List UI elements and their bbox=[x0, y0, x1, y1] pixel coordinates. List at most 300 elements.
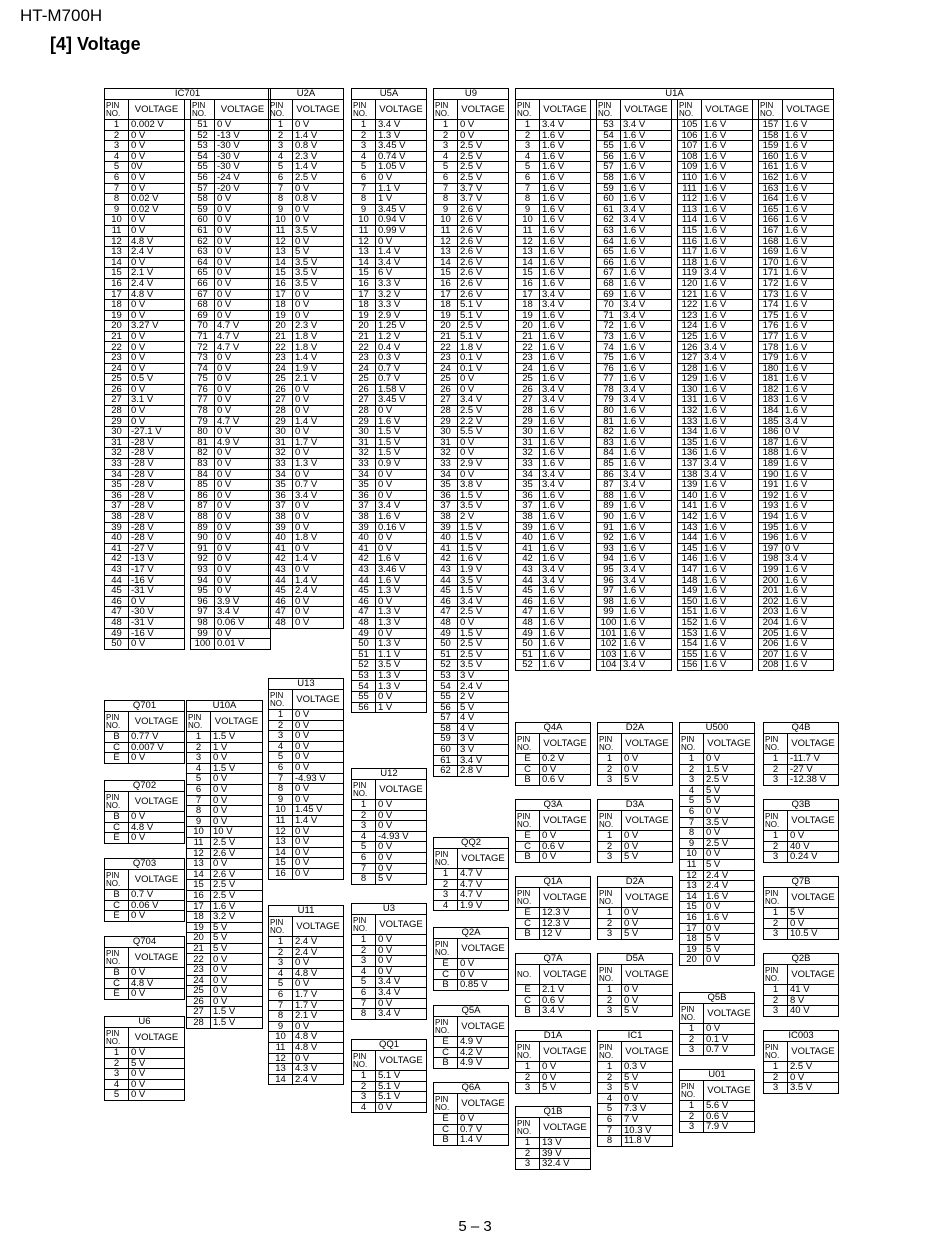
pin-number: 1 bbox=[598, 754, 622, 765]
pin-number: 8 bbox=[269, 1011, 293, 1022]
table-row bbox=[352, 670, 427, 681]
voltage-value: 0 V bbox=[293, 607, 344, 618]
table-row bbox=[105, 522, 271, 533]
voltage-value: 5.5 V bbox=[458, 427, 509, 438]
voltage-value: 0.6 V bbox=[704, 1111, 755, 1122]
pin-no-header: PIN NO. bbox=[434, 1094, 458, 1114]
pin-number: 11 bbox=[269, 815, 293, 826]
table-row bbox=[105, 172, 271, 183]
voltage-header: VOLTAGE bbox=[788, 1042, 839, 1062]
voltage-value: 1.5 V bbox=[458, 533, 509, 544]
pin-number: 3 bbox=[352, 1092, 376, 1103]
table-row bbox=[105, 533, 271, 544]
table-row bbox=[269, 543, 344, 554]
voltage-value: 1.6 V bbox=[621, 353, 672, 364]
voltage-value: 3.27 V bbox=[129, 321, 185, 332]
voltage-value: 1.6 V bbox=[783, 342, 834, 353]
voltage-header: VOLTAGE bbox=[540, 734, 591, 754]
table-row bbox=[352, 268, 427, 279]
voltage-value: 1.6 V bbox=[702, 363, 753, 374]
table-row bbox=[187, 806, 263, 817]
voltage-value: 0 V bbox=[215, 353, 271, 364]
voltage-value: 1.6 V bbox=[621, 501, 672, 512]
voltage-value: 2.6 V bbox=[458, 236, 509, 247]
table-row bbox=[434, 247, 509, 258]
voltage-value: 1.3 V bbox=[376, 617, 427, 628]
pin-number: B bbox=[434, 1135, 458, 1146]
voltage-value: 0 V bbox=[458, 130, 509, 141]
pin-number: 4 bbox=[516, 151, 540, 162]
voltage-value: 0.6 V bbox=[540, 841, 591, 852]
voltage-value: 1.4 V bbox=[293, 815, 344, 826]
pin-no-header: PIN NO. bbox=[105, 1028, 129, 1048]
voltage-value: 41 V bbox=[788, 985, 839, 996]
voltage-value: 1.6 V bbox=[702, 321, 753, 332]
voltage-value: 2.5 V bbox=[458, 162, 509, 173]
pin-number: 169 bbox=[759, 247, 783, 258]
voltage-value: 1.6 V bbox=[702, 183, 753, 194]
pin-number: 6 bbox=[269, 762, 293, 773]
table-row bbox=[516, 120, 834, 131]
pin-number: 2 bbox=[269, 947, 293, 958]
pin-number: 69 bbox=[597, 289, 621, 300]
table-row bbox=[434, 533, 509, 544]
pin-number: 30 bbox=[516, 427, 540, 438]
voltage-value: 0 V bbox=[293, 204, 344, 215]
pin-no-header: PIN NO. bbox=[434, 1017, 458, 1037]
voltage-value: 0 V bbox=[376, 935, 427, 946]
pin-number: 178 bbox=[759, 342, 783, 353]
voltage-value: 1.6 V bbox=[783, 469, 834, 480]
pin-number: 4 bbox=[680, 785, 704, 796]
voltage-value: 1.6 V bbox=[783, 257, 834, 268]
pin-number: 33 bbox=[352, 459, 376, 470]
pin-number: 3 bbox=[516, 1159, 540, 1170]
table-row bbox=[269, 310, 344, 321]
table-row bbox=[516, 1159, 591, 1170]
pin-number: 172 bbox=[759, 278, 783, 289]
pin-number: 3 bbox=[269, 731, 293, 742]
pin-number: 5 bbox=[352, 162, 376, 173]
table-row bbox=[516, 764, 591, 775]
voltage-value: 0.94 V bbox=[376, 215, 427, 226]
voltage-value: 0 V bbox=[293, 979, 344, 990]
pin-number: 199 bbox=[759, 564, 783, 575]
pin-number: 52 bbox=[516, 660, 540, 671]
pin-number: 68 bbox=[191, 300, 215, 311]
pin-number: 22 bbox=[105, 342, 129, 353]
voltage-table-q702 bbox=[104, 780, 185, 844]
voltage-value: 0 V bbox=[215, 459, 271, 470]
table-row bbox=[105, 406, 271, 417]
voltage-value: 1.8 V bbox=[458, 342, 509, 353]
pin-number: 18 bbox=[516, 300, 540, 311]
table-caption: Q704 bbox=[105, 937, 185, 948]
pin-number: 147 bbox=[678, 564, 702, 575]
table-caption: Q4A bbox=[516, 723, 591, 734]
voltage-value: 0 V bbox=[376, 1102, 427, 1113]
table-row bbox=[187, 816, 263, 827]
table-row bbox=[352, 278, 427, 289]
table-row bbox=[105, 822, 185, 833]
table-caption: U12 bbox=[352, 769, 427, 780]
pin-no-header: PIN NO. bbox=[105, 948, 129, 968]
pin-number: 10 bbox=[269, 1032, 293, 1043]
voltage-value: 3.4 V bbox=[621, 300, 672, 311]
voltage-value: 1.6 V bbox=[702, 607, 753, 618]
table-caption: IC1 bbox=[598, 1031, 673, 1042]
voltage-value: 0 V bbox=[215, 120, 271, 131]
voltage-value: 0.74 V bbox=[376, 151, 427, 162]
voltage-value: 1.4 V bbox=[293, 554, 344, 565]
table-row bbox=[764, 929, 839, 940]
pin-number: 185 bbox=[759, 416, 783, 427]
table-row bbox=[352, 437, 427, 448]
table-row bbox=[352, 321, 427, 332]
table-row bbox=[187, 943, 263, 954]
voltage-value: 0 V bbox=[293, 522, 344, 533]
pin-number: 9 bbox=[269, 794, 293, 805]
pin-number: 4 bbox=[269, 968, 293, 979]
table-row bbox=[105, 236, 271, 247]
voltage-value: 1.6 V bbox=[540, 628, 591, 639]
table-row bbox=[352, 310, 427, 321]
table-row bbox=[105, 204, 271, 215]
voltage-value: 1.6 V bbox=[621, 628, 672, 639]
pin-number: 30 bbox=[105, 427, 129, 438]
pin-number: 50 bbox=[434, 639, 458, 650]
pin-number: 196 bbox=[759, 533, 783, 544]
voltage-value: 0 V bbox=[215, 225, 271, 236]
table-row bbox=[516, 628, 834, 639]
pin-number: 108 bbox=[678, 151, 702, 162]
pin-number: 7 bbox=[680, 817, 704, 828]
voltage-value: 0 V bbox=[211, 996, 263, 1007]
pin-number: 17 bbox=[516, 289, 540, 300]
pin-number: 2 bbox=[764, 1072, 788, 1083]
voltage-table-d1a bbox=[515, 1030, 591, 1094]
voltage-value: 1.6 V bbox=[540, 215, 591, 226]
table-row bbox=[269, 617, 344, 628]
table-row bbox=[680, 870, 755, 881]
voltage-value: 0 V bbox=[215, 395, 271, 406]
table-row bbox=[516, 427, 834, 438]
voltage-value: 3.4 V bbox=[376, 120, 427, 131]
table-row bbox=[352, 692, 427, 703]
table-row bbox=[269, 1032, 344, 1043]
pin-number: 31 bbox=[105, 437, 129, 448]
table-row bbox=[269, 406, 344, 417]
voltage-value: 1.6 V bbox=[621, 554, 672, 565]
pin-number: 54 bbox=[352, 681, 376, 692]
table-caption: Q702 bbox=[105, 781, 185, 792]
table-row bbox=[680, 828, 755, 839]
pin-number: 16 bbox=[434, 278, 458, 289]
pin-number: 119 bbox=[678, 268, 702, 279]
pin-number: 13 bbox=[680, 881, 704, 892]
pin-number: 51 bbox=[516, 649, 540, 660]
pin-number: C bbox=[516, 764, 540, 775]
pin-number: 12 bbox=[516, 236, 540, 247]
voltage-value: 0 V bbox=[215, 543, 271, 554]
pin-number: 45 bbox=[352, 586, 376, 597]
table-row bbox=[269, 1042, 344, 1053]
table-row bbox=[187, 753, 263, 764]
table-row bbox=[434, 406, 509, 417]
table-row bbox=[764, 775, 839, 786]
voltage-value: 1.6 V bbox=[783, 172, 834, 183]
pin-number: 142 bbox=[678, 511, 702, 522]
pin-number: 26 bbox=[516, 384, 540, 395]
pin-number: 146 bbox=[678, 554, 702, 565]
table-row bbox=[269, 989, 344, 1000]
pin-number: 6 bbox=[269, 172, 293, 183]
pin-number: 29 bbox=[269, 416, 293, 427]
table-row bbox=[598, 754, 673, 765]
voltage-value: 1.5 V bbox=[211, 763, 263, 774]
voltage-value: 0 V bbox=[293, 794, 344, 805]
pin-number: 200 bbox=[759, 575, 783, 586]
table-caption: U3 bbox=[352, 904, 427, 915]
pin-number: 6 bbox=[352, 172, 376, 183]
pin-number: 64 bbox=[191, 257, 215, 268]
pin-number: 91 bbox=[597, 522, 621, 533]
pin-number: 58 bbox=[434, 723, 458, 734]
voltage-value: -28 V bbox=[129, 459, 185, 470]
table-row bbox=[516, 225, 834, 236]
voltage-value: 1.6 V bbox=[540, 501, 591, 512]
voltage-value: 1.5 V bbox=[458, 522, 509, 533]
voltage-value: 1.6 V bbox=[783, 617, 834, 628]
voltage-value: 0 V bbox=[129, 639, 185, 650]
voltage-value: 1 V bbox=[376, 194, 427, 205]
table-row bbox=[598, 831, 673, 842]
pin-number: 170 bbox=[759, 257, 783, 268]
pin-number: 159 bbox=[759, 141, 783, 152]
pin-number: 94 bbox=[191, 575, 215, 586]
voltage-value: 0 V bbox=[129, 257, 185, 268]
voltage-value: 1.6 V bbox=[621, 183, 672, 194]
pin-number: 47 bbox=[516, 607, 540, 618]
pin-number: 47 bbox=[434, 607, 458, 618]
pin-number: 1 bbox=[598, 1062, 622, 1073]
table-row bbox=[516, 1148, 591, 1159]
table-row bbox=[434, 564, 509, 575]
table-row bbox=[516, 247, 834, 258]
table-row bbox=[434, 300, 509, 311]
pin-number: 2 bbox=[598, 764, 622, 775]
voltage-value: 1.5 V bbox=[704, 764, 755, 775]
pin-number: 3 bbox=[352, 956, 376, 967]
voltage-header: VOLTAGE bbox=[376, 1051, 427, 1071]
table-row bbox=[434, 766, 509, 777]
voltage-value: 0 V bbox=[458, 120, 509, 131]
pin-number: 55 bbox=[597, 141, 621, 152]
voltage-value: 0.7 V bbox=[376, 363, 427, 374]
voltage-value: 40 V bbox=[788, 841, 839, 852]
voltage-value: 0 V bbox=[215, 575, 271, 586]
table-row bbox=[187, 922, 263, 933]
pin-number: 13 bbox=[434, 247, 458, 258]
voltage-value: 1.6 V bbox=[783, 564, 834, 575]
voltage-value: 1.9 V bbox=[458, 564, 509, 575]
voltage-value: 0 V bbox=[376, 543, 427, 554]
pin-number: 14 bbox=[269, 847, 293, 858]
table-row bbox=[680, 806, 755, 817]
voltage-value: 1.8 V bbox=[293, 342, 344, 353]
pin-number: E bbox=[516, 831, 540, 842]
voltage-value: 1.6 V bbox=[540, 204, 591, 215]
table-row bbox=[105, 989, 185, 1000]
pin-number: 45 bbox=[105, 586, 129, 597]
voltage-value: 0.8 V bbox=[293, 194, 344, 205]
pin-number: 13 bbox=[105, 247, 129, 258]
voltage-value: 2.1 V bbox=[293, 374, 344, 385]
pin-number: 1 bbox=[516, 120, 540, 131]
table-row bbox=[105, 617, 271, 628]
voltage-value: 0 V bbox=[211, 816, 263, 827]
table-row bbox=[269, 141, 344, 152]
pin-no-header: PIN NO. bbox=[516, 100, 540, 120]
voltage-header: VOLTAGE bbox=[458, 1017, 509, 1037]
voltage-value: 0 V bbox=[293, 1053, 344, 1064]
voltage-value: 5 V bbox=[704, 944, 755, 955]
voltage-value: 1.6 V bbox=[702, 289, 753, 300]
voltage-value: 0 V bbox=[129, 1079, 185, 1090]
voltage-value: 1.5 V bbox=[211, 1007, 263, 1018]
pin-number: 21 bbox=[434, 331, 458, 342]
voltage-value: 0 V bbox=[129, 596, 185, 607]
pin-number: 39 bbox=[434, 522, 458, 533]
table-row bbox=[105, 1048, 185, 1059]
pin-number: 67 bbox=[597, 268, 621, 279]
pin-number: 9 bbox=[516, 204, 540, 215]
table-row bbox=[516, 908, 591, 919]
voltage-value: 2 V bbox=[458, 511, 509, 522]
table-row bbox=[105, 890, 185, 901]
table-row bbox=[105, 363, 271, 374]
pin-no-header: PIN NO. bbox=[598, 888, 622, 908]
voltage-value: 4.7 V bbox=[215, 416, 271, 427]
table-row bbox=[680, 838, 755, 849]
table-row bbox=[434, 1037, 509, 1048]
pin-number: 4 bbox=[352, 151, 376, 162]
voltage-header: VOLTAGE bbox=[540, 100, 591, 120]
table-row bbox=[598, 1114, 673, 1125]
voltage-value: 3.9 V bbox=[215, 596, 271, 607]
voltage-value: 1.6 V bbox=[702, 596, 753, 607]
pin-number: 3 bbox=[598, 852, 622, 863]
table-row bbox=[434, 257, 509, 268]
voltage-header: VOLTAGE bbox=[783, 100, 834, 120]
voltage-value: 2.4 V bbox=[129, 278, 185, 289]
voltage-value: 0 V bbox=[293, 448, 344, 459]
voltage-value: 1.6 V bbox=[621, 617, 672, 628]
table-row bbox=[764, 995, 839, 1006]
table-row bbox=[352, 810, 427, 821]
voltage-value: 1.6 V bbox=[783, 225, 834, 236]
voltage-value: 1.6 V bbox=[702, 628, 753, 639]
voltage-table-q4a bbox=[515, 722, 591, 786]
voltage-value: 0 V bbox=[293, 310, 344, 321]
voltage-value: 0 V bbox=[129, 342, 185, 353]
pin-number: 5 bbox=[352, 977, 376, 988]
voltage-value: 4.7 V bbox=[458, 879, 509, 890]
pin-number: 7 bbox=[269, 1000, 293, 1011]
pin-number: 29 bbox=[516, 416, 540, 427]
voltage-value: 0 V bbox=[458, 969, 509, 980]
table-row bbox=[269, 120, 344, 131]
voltage-value: 4.8 V bbox=[293, 1042, 344, 1053]
pin-number: 70 bbox=[191, 321, 215, 332]
pin-number: 11 bbox=[434, 225, 458, 236]
pin-number: 46 bbox=[516, 596, 540, 607]
pin-number: 190 bbox=[759, 469, 783, 480]
pin-number: 1 bbox=[434, 120, 458, 131]
table-row bbox=[352, 120, 427, 131]
voltage-value: 2.5 V bbox=[458, 406, 509, 417]
pin-number: 7 bbox=[434, 183, 458, 194]
pin-number: 52 bbox=[191, 130, 215, 141]
pin-number: 8 bbox=[352, 194, 376, 205]
pin-number: 38 bbox=[269, 511, 293, 522]
table-row bbox=[764, 841, 839, 852]
table-row bbox=[516, 575, 834, 586]
table-row bbox=[434, 879, 509, 890]
voltage-value: 5 V bbox=[211, 922, 263, 933]
voltage-value: 1.6 V bbox=[540, 342, 591, 353]
pin-number: B bbox=[434, 1058, 458, 1069]
pin-number: 33 bbox=[434, 459, 458, 470]
pin-number: 21 bbox=[105, 331, 129, 342]
table-caption: U10A bbox=[187, 701, 263, 712]
pin-number: 20 bbox=[105, 321, 129, 332]
voltage-value: 1.6 V bbox=[621, 533, 672, 544]
table-row bbox=[269, 794, 344, 805]
table-row bbox=[434, 416, 509, 427]
voltage-value: 5.1 V bbox=[376, 1081, 427, 1092]
voltage-value: 1.6 V bbox=[621, 649, 672, 660]
table-row bbox=[516, 257, 834, 268]
table-row bbox=[598, 985, 673, 996]
voltage-value: 1.6 V bbox=[702, 617, 753, 628]
voltage-value: 1.6 V bbox=[783, 300, 834, 311]
voltage-value: 5 V bbox=[622, 1006, 673, 1017]
pin-number: 164 bbox=[759, 194, 783, 205]
pin-number: 138 bbox=[678, 469, 702, 480]
pin-number: 24 bbox=[434, 363, 458, 374]
pin-number: 98 bbox=[597, 596, 621, 607]
voltage-value: 0 V bbox=[293, 868, 344, 879]
voltage-header: VOLTAGE bbox=[622, 1042, 673, 1062]
voltage-value: 1.7 V bbox=[293, 989, 344, 1000]
pin-number: 1 bbox=[764, 1062, 788, 1073]
table-row bbox=[680, 1034, 755, 1045]
voltage-value: 1.6 V bbox=[783, 374, 834, 385]
voltage-value: 1.9 V bbox=[293, 363, 344, 374]
voltage-value: 3.5 V bbox=[293, 268, 344, 279]
pin-number: 31 bbox=[269, 437, 293, 448]
pin-number: 73 bbox=[191, 353, 215, 364]
pin-number: 1 bbox=[105, 120, 129, 131]
table-row bbox=[105, 278, 271, 289]
table-row bbox=[105, 130, 271, 141]
voltage-value: 0 V bbox=[211, 975, 263, 986]
pin-number: 44 bbox=[434, 575, 458, 586]
voltage-value: 1.6 V bbox=[540, 225, 591, 236]
voltage-value: 0.99 V bbox=[376, 225, 427, 236]
voltage-value: 2.4 V bbox=[293, 1074, 344, 1085]
